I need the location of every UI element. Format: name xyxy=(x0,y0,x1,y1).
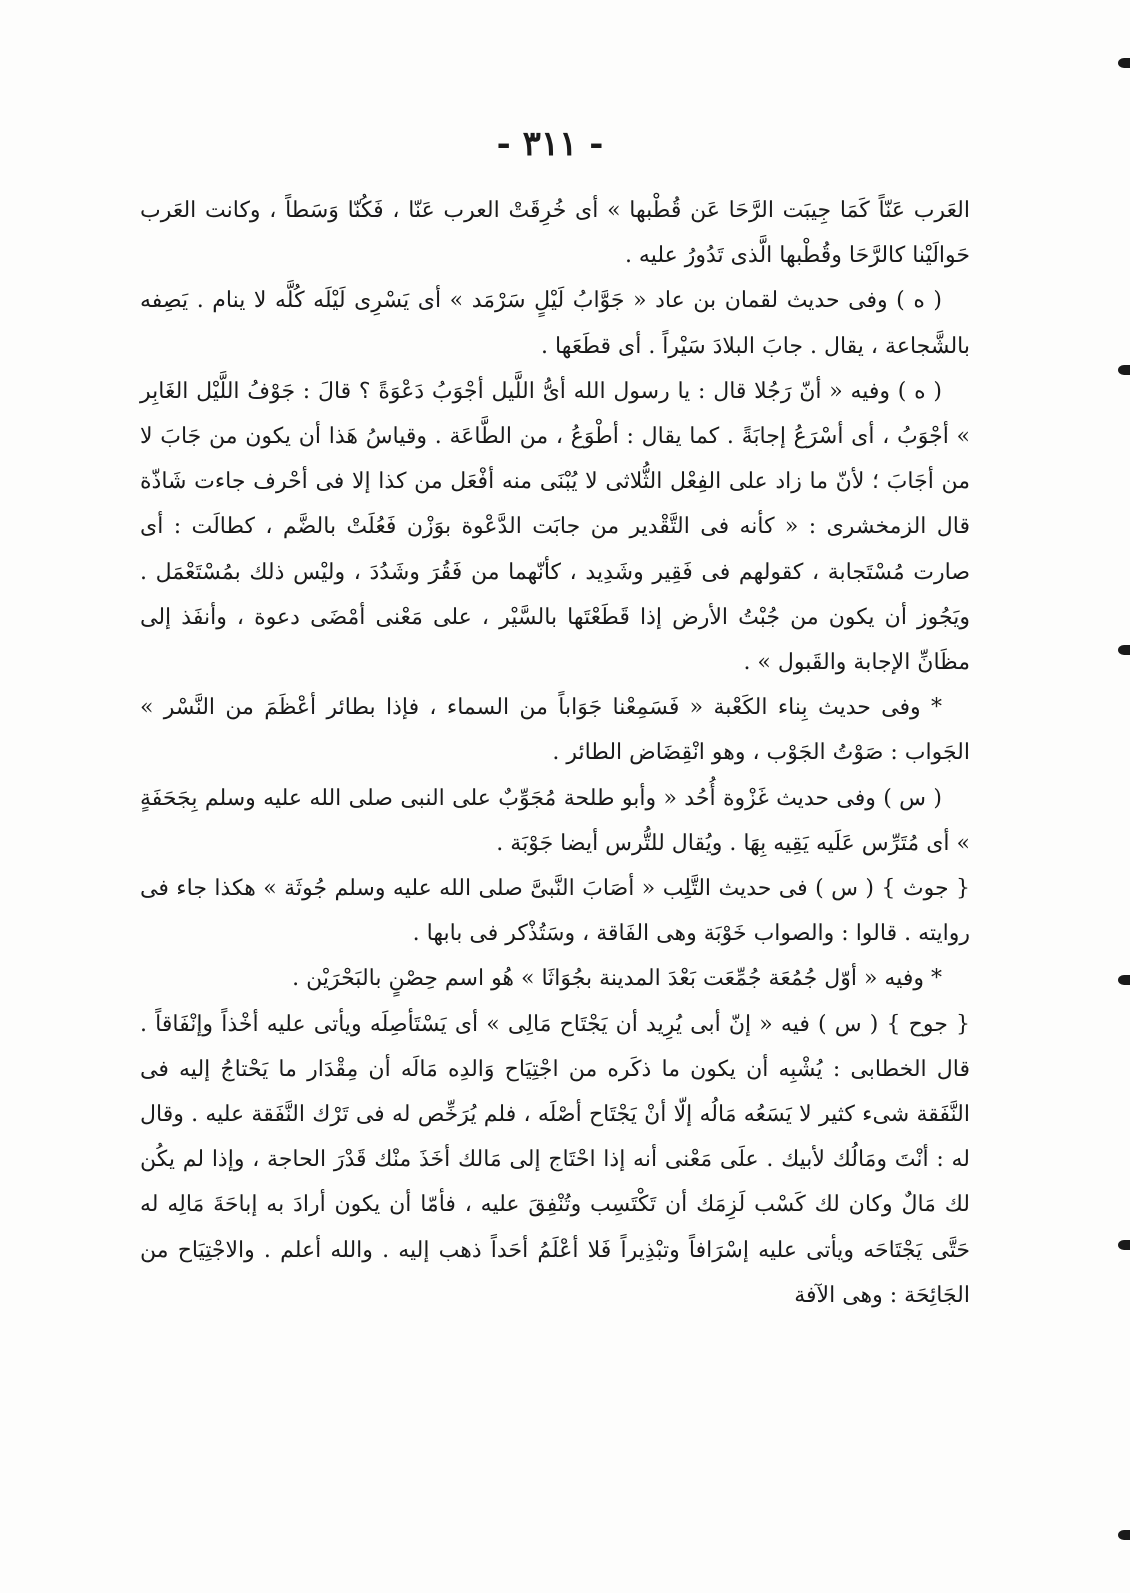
scan-edge-mark xyxy=(1118,645,1130,655)
scan-edge-mark xyxy=(1118,365,1130,375)
paragraph-entry-ajwab: ( ه ) وفيه « أنّ رَجُلا قال : يا رسول الله أىُّ اللَّيل أجْوَبُ دَعْوَةً ؟ قالَ : جَوْفُ اللَّيْل الغَابِر » أجْوَبُ ، أى أسْرَعُ إجابَةً . كما يقال : أطْوَعُ ، من الطَّاعَة . وقياسُ هَذا أن يكون من جَابَ لا من أجَابَ ؛ لأنّ ما زاد على الفِعْل الثُّلاثى لا يُبْنَى منه أفْعَل من كذا إلا فى أحْرف جاءت شَاذّة قال الزمخشرى : « كأنه فى التَّقْدير من جابَت الدَّعْوة بوَزْن فَعُلَتْ بالضَّم ، كطالَت : أى صارت مُسْتَجابة ، كقولهم فى فَقِير وشَدِيد ، كأنّهما من فَقُرَ وشَدُدَ ، وليْس ذلك بمُسْتَعْمَل . ويَجُوز أن يكون من جُبْتُ الأرض إذا قَطَعْتَها بالسَّيْر ، على مَعْنى أمْضَى دعوة ، وأنفَذ إلى مظَانِّ الإجابة والقَبول » . xyxy=(140,378,970,676)
paragraph-entry-uhud: ( س ) وفى حديث غَزْوة أُحُد « وأبو طلحة مُجَوِّبٌ على النبى صلى الله عليه وسلم بِجَحَفَةٍ » أى مُتَرِّس عَلَيه يَقِيه بِهَا . ويُقال للتُّرس أيضا جَوْبَة . xyxy=(140,785,970,856)
scan-edge-mark xyxy=(1118,58,1130,68)
page-number: - ٣١١ - xyxy=(496,124,604,164)
paragraph-headword-jawth: { جوث } ( س ) فى حديث التَّلِب « أصَابَ النَّبىَّ صلى الله عليه وسلم جُوثَة » هكذا جاء فى روايته . قالوا : والصواب خَوْبَة وهى الفَاقة ، وسَتُذْكر فى بابها . xyxy=(140,876,970,947)
main-text-block xyxy=(140,188,970,1318)
scan-edge-mark xyxy=(1118,1240,1130,1250)
scan-edge-mark xyxy=(1118,1530,1130,1540)
paragraph-entry-kaaba: * وفى حديث بِناء الكَعْبة « فَسَمِعْنا جَوَاباً من السماء ، فإذا بطائر أعْظَمَ من النَّسْر » الجَواب : صَوْتُ الجَوْب ، وهو انْقِضَاض الطائر . xyxy=(140,695,970,766)
paragraph-headword-jawh: { جوح } ( س ) فيه « إنّ أبى يُرِيد أن يَجْتَاح مَالِى » أى يَسْتَأصِلَه ويأتى عليه أخْذاً وإنْفَاقاً . قال الخطابى : يُشْبِه أن يكون ما ذكَره من اجْتِيَاح وَالدِه مَالَه أن مِقْدَار ما يَحْتاجُ إليه فى النَّفَقة شىء كثير لا يَسَعُه مَالُه إلّا أنْ يَجْتَاح أصْلَه ، فلم يُرَخِّص له فى تَرْك النَّفَقة عليه . وقال له : أنْتَ ومَالُك لأبيك . علَى مَعْنى أنه إذا احْتَاج إلى مَالك أخَذَ منْك قَدْرَ الحاجة ، وإذا لم يكُن لك مَالٌ وكان لك كَسْب لَزِمَك أن تَكْتَسِب وتُنْفِقَ عليه ، فأمّا أن يكون أرادَ به إباحَةَ مَالِه له حَتَّى يَجْتَاحَه ويأتى عليه إسْرَافاً وتبْذِيراً فَلا أعْلَمُ أحَداً ذهب إليه . والله أعلم . والاجْتِيَاح من الجَائِحَة : وهى الآفة xyxy=(140,1011,970,1308)
paragraph-entry-juwatha: * وفيه « أوّل جُمُعَة جُمِّعَت بَعْدَ المدينة بجُوَاثَا » هُو اسم حِصْنٍ بالبَحْرَيْن . xyxy=(292,966,942,992)
paragraph-entry-luqman: ( ه ) وفى حديث لقمان بن عاد « جَوَّابُ لَيْلٍ سَرْمَد » أى يَسْرِى لَيْلَه كُلَّه لا ينام . يَصِفه بالشَّجاعة ، يقال . جابَ البلادَ سَيْراً . أى قطَعَها . xyxy=(140,288,970,359)
scan-edge-mark xyxy=(1118,975,1130,985)
paragraph-continuation: العَرب عَنّاً كَمَا جِيبَت الرَّحَا عَن قُطْبها » أى خُرِقَتْ العرب عَنّا ، فَكُنّا وَسَطاً ، وكانت العَرب حَوالَيْنا كالرَّحَا وقُطْبها الَّذى تَدُورُ عليه . xyxy=(140,198,970,269)
